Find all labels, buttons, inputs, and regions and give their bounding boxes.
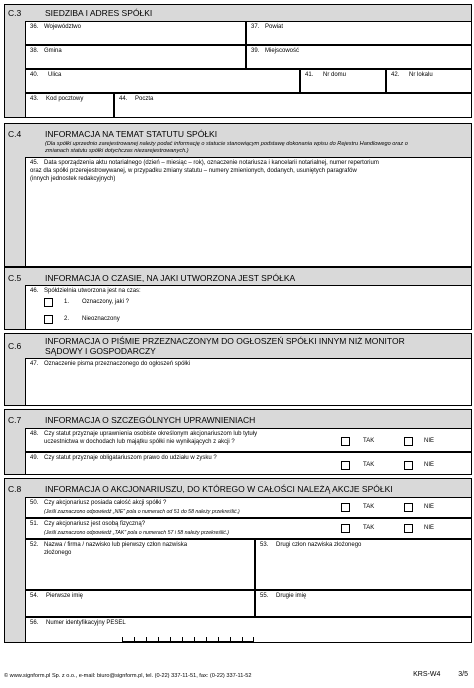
section-c8 [4,478,472,643]
field-42-nr-lokalu[interactable]: 42. Nr lokalu [386,69,472,93]
field-51-osoba-fizyczna: 51. Czy akcjonariusz jest osobą fizyczną? (Jeśli zaznaczono odpowiedź „TAK” pola o numerach 57 i 58 należy przekreślić.) TAK NIE [25,518,472,539]
field-50-calosc-akcji: 50. Czy akcjonariusz posiada całość akcji spółki ? (Jeśli zaznaczono odpowiedź „NIE” pola o numerach od 51 do 58 należy przekreślić.) TAK NIE [25,497,472,518]
field-47-pismo[interactable]: 47. Oznaczenie pisma przeznaczonego do ogłoszeń spółki [25,358,472,406]
field-56-pesel[interactable]: 56. Numer identyfikacyjny PESEL [25,617,472,643]
field-45-statut[interactable]: 45. Data sporządzenia aktu notarialnego (dzień – miesiąc – rok), oznaczenie notariusza i kancelarii notarialnej, numer repertorium oraz dla spółki przerejestrowywanej, w przypadku zmiany statutu – numery zmienionych, dodanych, usuniętych paragrafów (innych jednostek redakcyjnych) [25,157,472,267]
checkbox-49-tak[interactable] [341,461,350,470]
field-48-uprawnienia: 48. Czy statut przyznaje uprawnienia osobiste określonym akcjonariuszom lub tytuły uczestnictwa w dochodach lub majątku spółki nie wynikających z akcji ? TAK NIE [25,428,472,452]
option-nieoznaczony-label: Nieoznaczony [82,316,120,322]
field-54-pierwsze-imie[interactable]: 54. Pierwsze imię [25,590,255,617]
field-39-miejscowosc[interactable]: 39. Miejscowość [246,45,472,69]
checkbox-51-tak[interactable] [341,524,350,533]
section-c7 [4,409,472,475]
field-49-obligatariusze: 49. Czy statut przyznaje obligatariuszom prawo do udziału w zysku ? TAK NIE [25,452,472,475]
checkbox-48-nie[interactable] [404,437,413,446]
checkbox-51-nie[interactable] [404,524,413,533]
pesel-digit-boxes [122,632,254,642]
page-number: 3/5 [458,671,468,678]
section-title: INFORMACJA O SZCZEGÓLNYCH UPRAWNIENIACH [45,415,256,425]
section-c6 [4,333,472,406]
checkbox-oznaczony[interactable] [44,298,53,307]
section-code: C.6 [8,341,22,351]
section-title: INFORMACJA O PIŚMIE PRZEZNACZONYM DO OGŁOSZEŃ SPÓŁKI INNYM NIŻ MONITOR [45,336,405,346]
field-37-powiat[interactable]: 37. Powiat [246,21,472,45]
section-code: C.7 [8,415,22,425]
checkbox-48-tak[interactable] [341,437,350,446]
field-41-nr-domu[interactable]: 41. Nr domu [300,69,386,93]
section-title: SĄDOWY I GOSPODARCZY [45,346,156,356]
section-c3 [4,4,472,118]
section-title: INFORMACJA NA TEMAT STATUTU SPÓŁKI [45,129,218,139]
section-code: C.8 [8,484,22,494]
section-title: SIEDZIBA I ADRES SPÓŁKI [45,8,153,18]
section-code: C.5 [8,273,22,283]
checkbox-49-nie[interactable] [404,461,413,470]
field-55-drugie-imie[interactable]: 55. Drugie imię [255,590,472,617]
section-title: INFORMACJA O CZASIE, NA JAKI UTWORZONA JEST SPÓŁKA [45,273,296,283]
section-note: zmianach statutu spółki dotychczas niezarejestrowanych.) [45,148,189,154]
form-code: KRS-W4 [413,671,441,678]
footer-copyright: © www.signform.pl Sp. z o.o., e-mail: biuro@signform.pl, tel. (0-22) 337-11-51, fax: (0-22) 337-11-52 [4,673,252,679]
field-38-gmina[interactable]: 38. Gmina [25,45,246,69]
section-code: C.3 [8,8,22,18]
checkbox-50-tak[interactable] [341,503,350,512]
field-52-nazwa-nazwisko[interactable]: 52. Nazwa / firma / nazwisko lub pierwszy człon nazwiska złożonego [25,539,255,590]
section-note: (Dla spółki uprzednio zarejestrowanej należy podać informację o statucie stanowiącym podstawę dokonania wpisu do Rejestru Handlowego oraz o [45,141,408,147]
option-oznaczony-label: Oznaczony, jaki ? [82,299,129,305]
field-40-ulica[interactable]: 40. Ulica [25,69,300,93]
field-44-poczta[interactable]: 44. Poczta [114,93,472,118]
section-c4 [4,123,472,267]
section-title: INFORMACJA O AKCJONARIUSZU, DO KTÓREGO W CAŁOŚCI NALEŻĄ AKCJE SPÓŁKI [45,484,393,494]
field-46-czas: 46. Spółdzielnia utworzona jest na czas: 1. Oznaczony, jaki ? 2. Nieoznaczony [25,285,472,330]
checkbox-nieoznaczony[interactable] [44,315,53,324]
field-53-drugi-czlon[interactable]: 53. Drugi człon nazwiska złożonego [255,539,472,590]
checkbox-50-nie[interactable] [404,503,413,512]
footer-page-info [413,671,468,678]
section-code: C.4 [8,129,22,139]
section-c5 [4,267,472,330]
field-36-wojewodztwo[interactable]: 36. Województwo [25,21,246,45]
field-43-kod-pocztowy[interactable]: 43. Kod pocztowy [25,93,114,118]
